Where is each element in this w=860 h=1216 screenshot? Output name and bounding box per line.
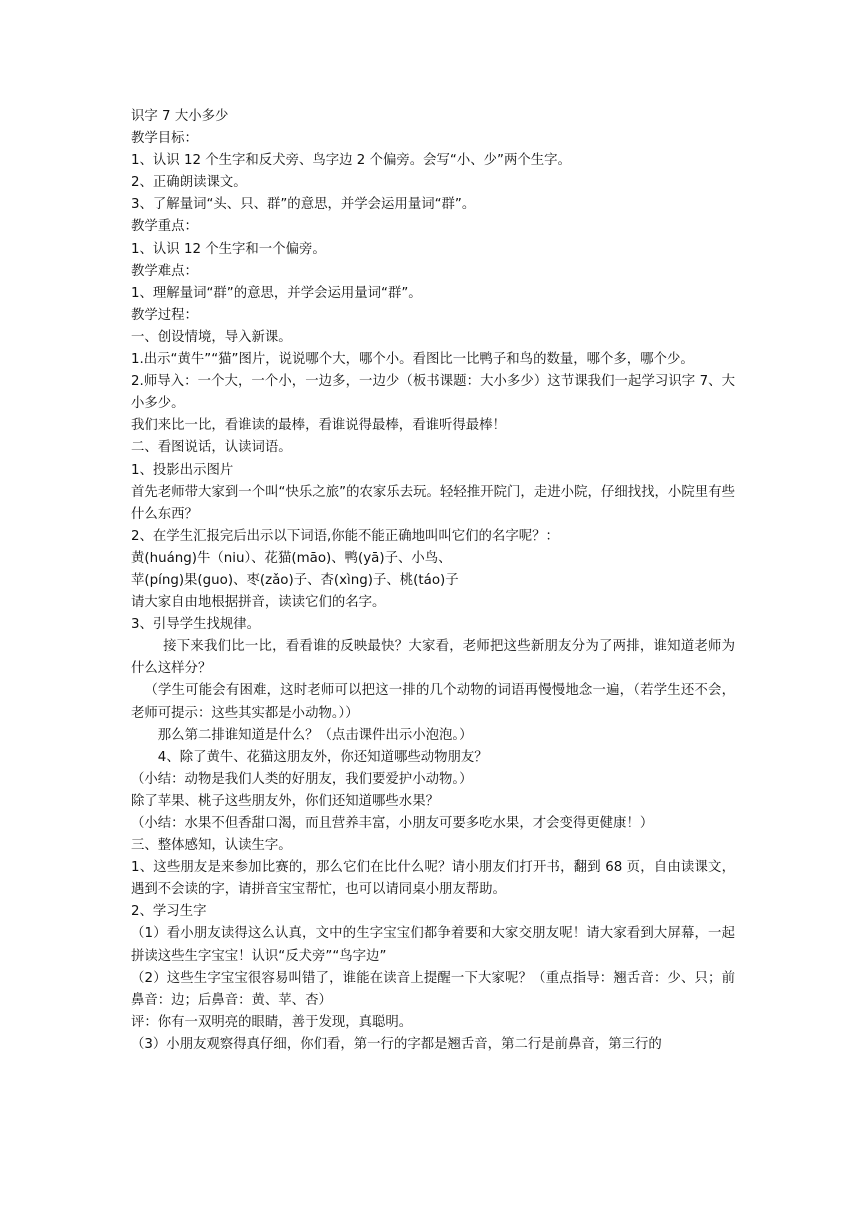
paragraph: 1、投影出示图片 xyxy=(131,462,234,478)
paragraph: 请大家自由地根据拼音，读读它们的名字。 xyxy=(131,595,386,611)
paragraph: （2）这些生字宝宝很容易叫错了，谁能在读音上提醒一下大家呢？（重点指导：翘舌音：少、只；前鼻音：边；后鼻音：黄、苹、杏） xyxy=(131,970,735,1008)
paragraph: （1）看小朋友读得这么认真，文中的生字宝宝们都争着要和大家交朋友呢！请大家看到大屏幕，一起拼读这些生字宝宝！认识“反犬旁”“鸟字边” xyxy=(131,926,735,964)
document-title: 识字 7 大小多少 xyxy=(131,109,229,124)
paragraph: （小结：水果不但香甜口渴，而且营养丰富，小朋友可要多吃水果，才会变得更健康！） xyxy=(131,816,654,831)
paragraph: 2、在学生汇报完后出示以下词语,你能不能正确地叫叫它们的名字呢？： xyxy=(131,528,559,544)
heading-teaching-goals: 教学目标： xyxy=(131,131,198,147)
paragraph: 4、除了黄牛、花猫这朋友外，你还知道哪些动物朋友？ xyxy=(157,749,488,765)
paragraph: （3）小朋友观察得真仔细，你们看，第一行的字都是翘舌音，第二行是前鼻音，第三行的 xyxy=(131,1036,662,1052)
heading-difficulties: 教学难点： xyxy=(131,263,198,279)
paragraph: 2、学习生字 xyxy=(131,904,207,920)
paragraph: 评：你有一双明亮的眼睛，善于发现，真聪明。 xyxy=(131,1014,413,1030)
section-heading-2: 二、看图说话，认读词语。 xyxy=(131,440,292,456)
paragraph: 2.师导入：一个大，一个小，一边多，一边少（板书课题：大小多少）这节课我们一起学习识字 7、大小多少。 xyxy=(131,374,735,412)
word-list-row-2: 苹(píng)果(guo)、枣(zǎo)子、杏(xìng)子、桃(táo)子 xyxy=(131,572,459,588)
difficulty-item-1: 1、理解量词“群”的意思，并学会运用量词“群”。 xyxy=(131,285,422,301)
goal-item-3: 3、了解量词“头、只、群”的意思，并学会运用量词“群”。 xyxy=(131,197,476,213)
heading-process: 教学过程： xyxy=(131,307,198,323)
paragraph: （学生可能会有困难，这时老师可以把这一排的几个动物的词语再慢慢地念一遍，（若学生还不会，老师可提示：这些其实都是小动物。）） xyxy=(131,683,735,721)
section-heading-3: 三、整体感知，认读生字。 xyxy=(131,838,292,854)
paragraph: 1、这些朋友是来参加比赛的，那么它们在比什么呢？请小朋友们打开书，翻到 68 页，自由读课文，遇到不会读的字，请拼音宝宝帮忙，也可以请同桌小朋友帮助。 xyxy=(131,860,735,898)
word-list-row-1: 黄(huáng)牛（niu）、花猫(māo)、鸭(yā)子、小鸟、 xyxy=(131,550,452,566)
paragraph: 我们来比一比，看谁读的最棒，看谁说得最棒，看谁听得最棒！ xyxy=(131,418,506,434)
paragraph: 3、引导学生找规律。 xyxy=(131,617,261,633)
paragraph: 接下来我们比一比，看看谁的反映最快？大家看，老师把这些新朋友分为了两排，谁知道老师为什么这样分？ xyxy=(131,639,735,677)
paragraph: （小结：动物是我们人类的好朋友，我们要爱护小动物。） xyxy=(131,771,473,787)
section-heading-1: 一、创设情境，导入新课。 xyxy=(131,329,292,345)
goal-item-1: 1、认识 12 个生字和反犬旁、鸟字边 2 个偏旁。会写“小、少”两个生字。 xyxy=(131,153,571,169)
paragraph: 除了苹果、桃子这些朋友外，你们还知道哪些水果？ xyxy=(131,793,439,809)
document-page xyxy=(131,106,735,1056)
heading-key-points: 教学重点： xyxy=(131,219,198,235)
paragraph: 首先老师带大家到一个叫“快乐之旅”的农家乐去玩。轻轻推开院门，走进小院，仔细找找，小院里有些什么东西？ xyxy=(131,484,735,522)
key-point-item-1: 1、认识 12 个生字和一个偏旁。 xyxy=(131,241,326,257)
goal-item-2: 2、正确朗读课文。 xyxy=(131,175,247,191)
paragraph: 1.出示“黄牛”“猫”图片，说说哪个大，哪个小。看图比一比鸭子和鸟的数量，哪个多，哪个少。 xyxy=(131,352,694,368)
paragraph: 那么第二排谁知道是什么？（点击课件出示小泡泡。） xyxy=(157,727,473,743)
